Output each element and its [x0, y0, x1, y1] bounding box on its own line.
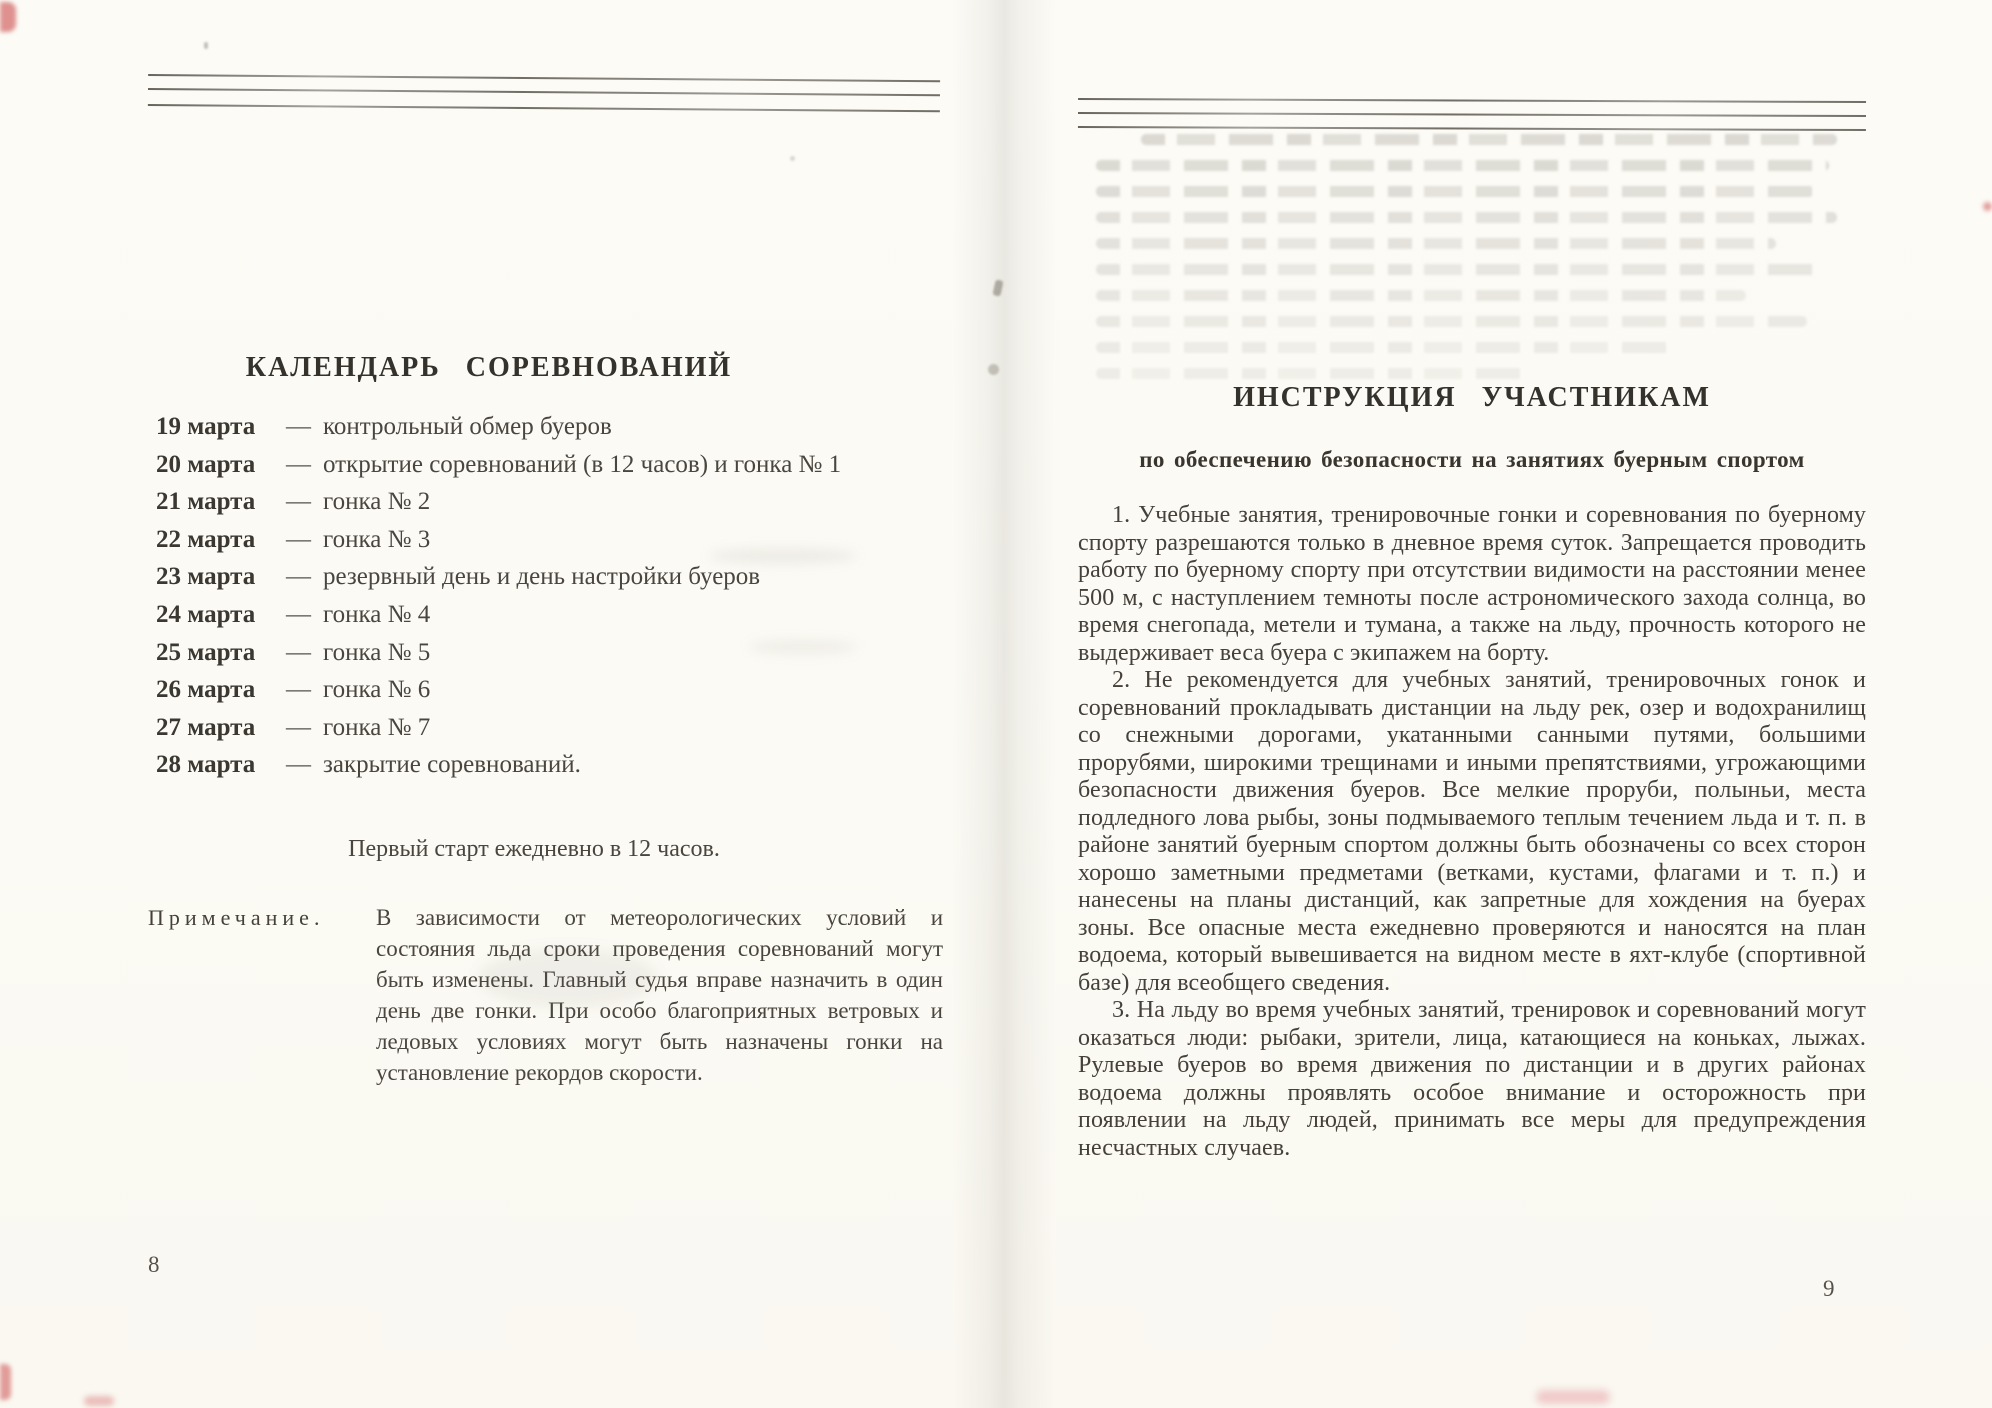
rule-line: [1078, 112, 1866, 117]
bleed-through-line: [1096, 290, 1746, 301]
bleed-through-line: [1096, 368, 1534, 379]
bleed-through-line: [1096, 186, 1814, 197]
note-label: Примечание.: [148, 905, 325, 930]
scan-edge-artifact: [0, 2, 16, 32]
calendar-event: гонка № 4: [323, 600, 431, 628]
scan-edge-artifact: [1983, 202, 1992, 211]
dash-separator: —: [286, 413, 311, 440]
dash-separator: —: [286, 751, 311, 779]
instruction-title: ИНСТРУКЦИЯ УЧАСТНИКАМ: [1233, 382, 1711, 413]
dash-separator: —: [286, 563, 311, 591]
dash-separator: —: [286, 525, 311, 553]
instruction-paragraph-2: 2. Не рекомендуется для учебных занятий, тренировочных гонок и соревнований прокладывать дистанции на льду рек, озер и водохранилищ со снежными дорогами, укатанными санными путями, большими прорубями, широкими трещинами и иными препятствиями, угрожающими безопасности движения буеров. Все мелкие проруби, полыньи, места подледного лова рыбы, зоны подмываемого теплым течением льда и т. п. в районе занятий буерным спортом должны быть обозначены со всех сторон хорошо заметными предметами (ветками, кустами, флагами и т. п.) и нанесены на планы дистанций, как запретные для хождения на буерах зоны. Все опасные места ежедневно проверяются и наносятся на план водоема, который вывешивается на видном месте в яхт-клубе (спортивной базе) для всеобщего сведения.: [1078, 667, 1866, 996]
calendar-event: резервный день и день настройки буеров: [323, 563, 761, 591]
calendar-title: КАЛЕНДАРЬ СОРЕВНОВАНИЙ: [245, 352, 733, 383]
header-rule-right: [1078, 98, 1866, 131]
calendar-date: 27 марта: [156, 713, 256, 741]
dash-separator: —: [286, 488, 311, 516]
page-right: [1078, 0, 1866, 1408]
calendar-event: гонка № 7: [323, 713, 431, 741]
calendar-date: 20 марта: [156, 450, 256, 478]
scan-edge-artifact: [0, 1364, 11, 1400]
calendar-date: 24 марта: [156, 600, 256, 628]
calendar-event: открытие соревнований (в 12 часов) и гонка № 1: [323, 450, 842, 478]
rule-line: [148, 104, 940, 112]
instruction-paragraph-1: 1. Учебные занятия, тренировочные гонки и соревнования по буерному спорту разрешаются только в дневное время суток. Запрещается проводить работу по буерному спорту при отсутствии видимости на расстоянии менее 500 м, с наступлением темноты после астрономического захода солнца, во время снегопада, метели и тумана, а также на льду, прочность которого не выдерживает веса буера с экипажем на борту.: [1078, 502, 1866, 666]
bleed-through-line: [1096, 342, 1671, 353]
rule-line: [1078, 126, 1866, 131]
rule-line: [148, 74, 940, 82]
bleed-through-line: [1096, 238, 1776, 249]
calendar-event: гонка № 3: [323, 525, 431, 553]
scan-speck: [988, 364, 999, 375]
calendar-entry: [156, 558, 936, 596]
binding-gutter-shadow: [952, 0, 1056, 1408]
calendar-event: гонка № 6: [323, 676, 431, 704]
scan-speck: [204, 42, 208, 49]
calendar-date: 23 марта: [156, 563, 256, 591]
dash-separator: —: [286, 713, 311, 741]
calendar-list: [156, 408, 936, 784]
calendar-date: 28 марта: [156, 751, 256, 779]
calendar-date: 22 марта: [156, 525, 256, 553]
dash-separator: —: [286, 676, 311, 704]
header-rule-left: [148, 74, 940, 112]
calendar-entry: [156, 709, 936, 747]
scan-smudge: [748, 640, 858, 654]
instruction-subtitle: по обеспечению безопасности на занятиях буерным спортом: [1139, 447, 1805, 472]
calendar-date: 21 марта: [156, 488, 256, 516]
calendar-entry: [156, 483, 936, 521]
page-left: [148, 0, 943, 1408]
rule-line: [148, 88, 940, 96]
dash-separator: —: [286, 450, 311, 478]
bleed-through-text: [1096, 134, 1852, 394]
instruction-paragraph-3: 3. На льду во время учебных занятий, тренировок и соревнований могут оказаться люди: рыбаки, зрители, лица, катающиеся на коньках, лыжах. Рулевые буеров во время движения по дистанции и в других районах водоема должны проявлять особое внимание и осторожность при появлении на льду людей, принимать все меры для предупреждения несчастных случаев.: [1078, 997, 1866, 1161]
scan-smudge: [708, 548, 858, 564]
calendar-event: гонка № 5: [323, 638, 431, 666]
dash-separator: —: [286, 638, 311, 666]
calendar-entry: [156, 671, 936, 709]
bleed-through-line: [1096, 316, 1807, 327]
scan-edge-artifact: [84, 1396, 114, 1406]
scan-smudge: [478, 948, 658, 1008]
calendar-entry: [156, 446, 936, 484]
calendar-date: 25 марта: [156, 638, 256, 666]
calendar-event: гонка № 2: [323, 488, 431, 516]
page-number-left: 8: [148, 1252, 160, 1277]
instruction-body: [1078, 502, 1866, 1162]
calendar-entry: [156, 746, 936, 784]
note-text: В зависимости от метеорологических условий и состояния льда сроки проведения соревнований могут быть изменены. Главный судья вправе назначить в один день две гонки. При особо благоприятных ветровых и ледовых условиях могут быть назначены гонки на установление рекордов скорости.: [376, 905, 943, 1085]
calendar-entry: [156, 408, 936, 446]
bleed-through-line: [1096, 212, 1837, 223]
page-number-right: 9: [1823, 1276, 1835, 1301]
bleed-through-line: [1096, 160, 1829, 171]
dash-separator: —: [286, 600, 311, 628]
scan-speck: [790, 156, 795, 161]
calendar-entry: [156, 596, 936, 634]
calendar-date: 26 марта: [156, 676, 256, 704]
bleed-through-line: [1141, 134, 1837, 145]
rule-line: [1078, 98, 1866, 103]
scan-edge-artifact: [1536, 1390, 1610, 1404]
calendar-event: контрольный обмер буеров: [323, 413, 612, 440]
bleed-through-line: [1096, 264, 1822, 275]
calendar-date: 19 марта: [156, 413, 256, 440]
daily-start-note: Первый старт ежедневно в 12 часов.: [348, 836, 720, 862]
calendar-event: закрытие соревнований.: [323, 751, 581, 779]
